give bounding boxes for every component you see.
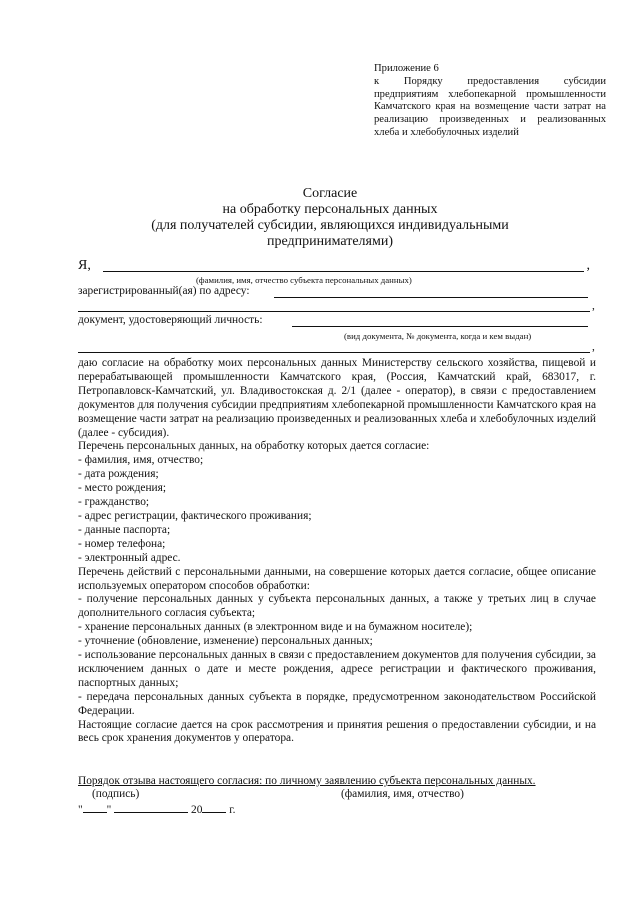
doc-title: Согласие <box>302 186 358 201</box>
revoke-order: Порядок отзыва настоящего согласия: по личному заявлению субъекта персональных данных. <box>78 775 536 787</box>
list-item: - данные паспорта; <box>78 523 171 536</box>
address-field[interactable] <box>274 297 588 298</box>
appendix-title: Приложение 6 <box>374 63 439 74</box>
quote-open: " <box>78 804 83 816</box>
ya-label: Я, <box>78 258 91 273</box>
action-item: - хранение персональных данных (в электронном виде и на бумажном носителе); <box>78 621 473 634</box>
doc-subtitle-note-cont: предпринимателями) <box>267 234 393 249</box>
address-field-line2[interactable] <box>78 311 590 312</box>
year-prefix: 20 <box>191 804 203 816</box>
term-paragraph: Настоящие согласие дается на срок рассмотрения и принятия решения о предоставлении субсидии, и на весь срок хранения документов у оператора. <box>78 718 596 745</box>
list-item: - дата рождения; <box>78 468 159 481</box>
fio-signature-label: (фамилия, имя, отчество) <box>341 788 464 800</box>
data-list-intro: Перечень персональных данных, на обработку которых дается согласие: <box>78 440 430 453</box>
comma: , <box>592 300 595 312</box>
list-item: - адрес регистрации, фактического проживания; <box>78 509 312 522</box>
year-suffix: г. <box>229 804 236 816</box>
day-field[interactable] <box>83 802 107 813</box>
month-field[interactable] <box>114 802 188 813</box>
comma: , <box>592 341 595 353</box>
document-field[interactable] <box>292 326 588 327</box>
date-row <box>78 802 236 816</box>
consent-paragraph: даю согласие на обработку моих персональных данных Министерству сельского хозяйства, пищевой и перерабатывающей промышленности Камчатского края, (Россия, Камчатский край, 683017, г. Петропавловск-Камчатский, ул. Владивостокская д. 2/1 (далее - оператор), в связи с предоставлением документов для получения субсидии предприятиям хлебопекарной промышленности Камчатского края на возмещение части затрат на реализацию произведенных и реализованных хлеба и хлебобулочных изделий (далее - субсидия). <box>78 357 596 439</box>
doc-subtitle-note: (для получателей субсидии, являющихся индивидуальными <box>151 218 509 233</box>
consent-body <box>78 357 596 746</box>
actions-intro: Перечень действий с персональными данными, на совершение которых дается согласие, общее описание используемых оператором способов обработки: <box>78 565 596 592</box>
action-item: - уточнение (обновление, изменение) персональных данных; <box>78 635 373 648</box>
action-item: - получение персональных данных у субъекта персональных данных, а также у третьих лиц в случае дополнительного согласия субъекта; <box>78 593 596 620</box>
list-item: - электронный адрес. <box>78 551 181 564</box>
action-item: - передача персональных данных субъекта в порядке, предусмотренном законодательством Российской Федерации. <box>78 690 596 717</box>
document-hint: (вид документа, № документа, когда и кем выдан) <box>344 331 532 341</box>
action-item: - использование персональных данных в связи с предоставлением документов для получения субсидии, за исключением данных о дате и месте рождения, адресе регистрации и фактического проживания, паспортных данных; <box>78 649 596 689</box>
list-item: - номер телефона; <box>78 537 166 550</box>
address-label: зарегистрированный(ая) по адресу: <box>78 285 250 297</box>
fio-hint: (фамилия, имя, отчество субъекта персональных данных) <box>196 275 412 285</box>
address-row <box>78 285 598 303</box>
doc-subtitle: на обработку персональных данных <box>222 202 438 217</box>
appendix-text: к Порядку предоставления субсидии предприятиям хлебопекарной промышленности Камчатского края на возмещение части затрат на реализацию произведенных и реализованных хлеба и хлебобулочных изделий <box>374 75 606 138</box>
document-row <box>78 314 598 332</box>
signature-label: (подпись) <box>92 788 140 800</box>
year-field[interactable] <box>202 802 226 813</box>
fio-field[interactable] <box>103 271 584 272</box>
list-item: - гражданство; <box>78 496 150 509</box>
quote-close: " <box>106 804 112 816</box>
list-item: - фамилия, имя, отчество; <box>78 454 204 467</box>
document-label: документ, удостоверяющий личность: <box>78 314 263 326</box>
list-item: - место рождения; <box>78 482 167 495</box>
comma: , <box>586 258 590 273</box>
document-field-line2[interactable] <box>78 352 590 353</box>
appendix-block <box>374 63 606 140</box>
